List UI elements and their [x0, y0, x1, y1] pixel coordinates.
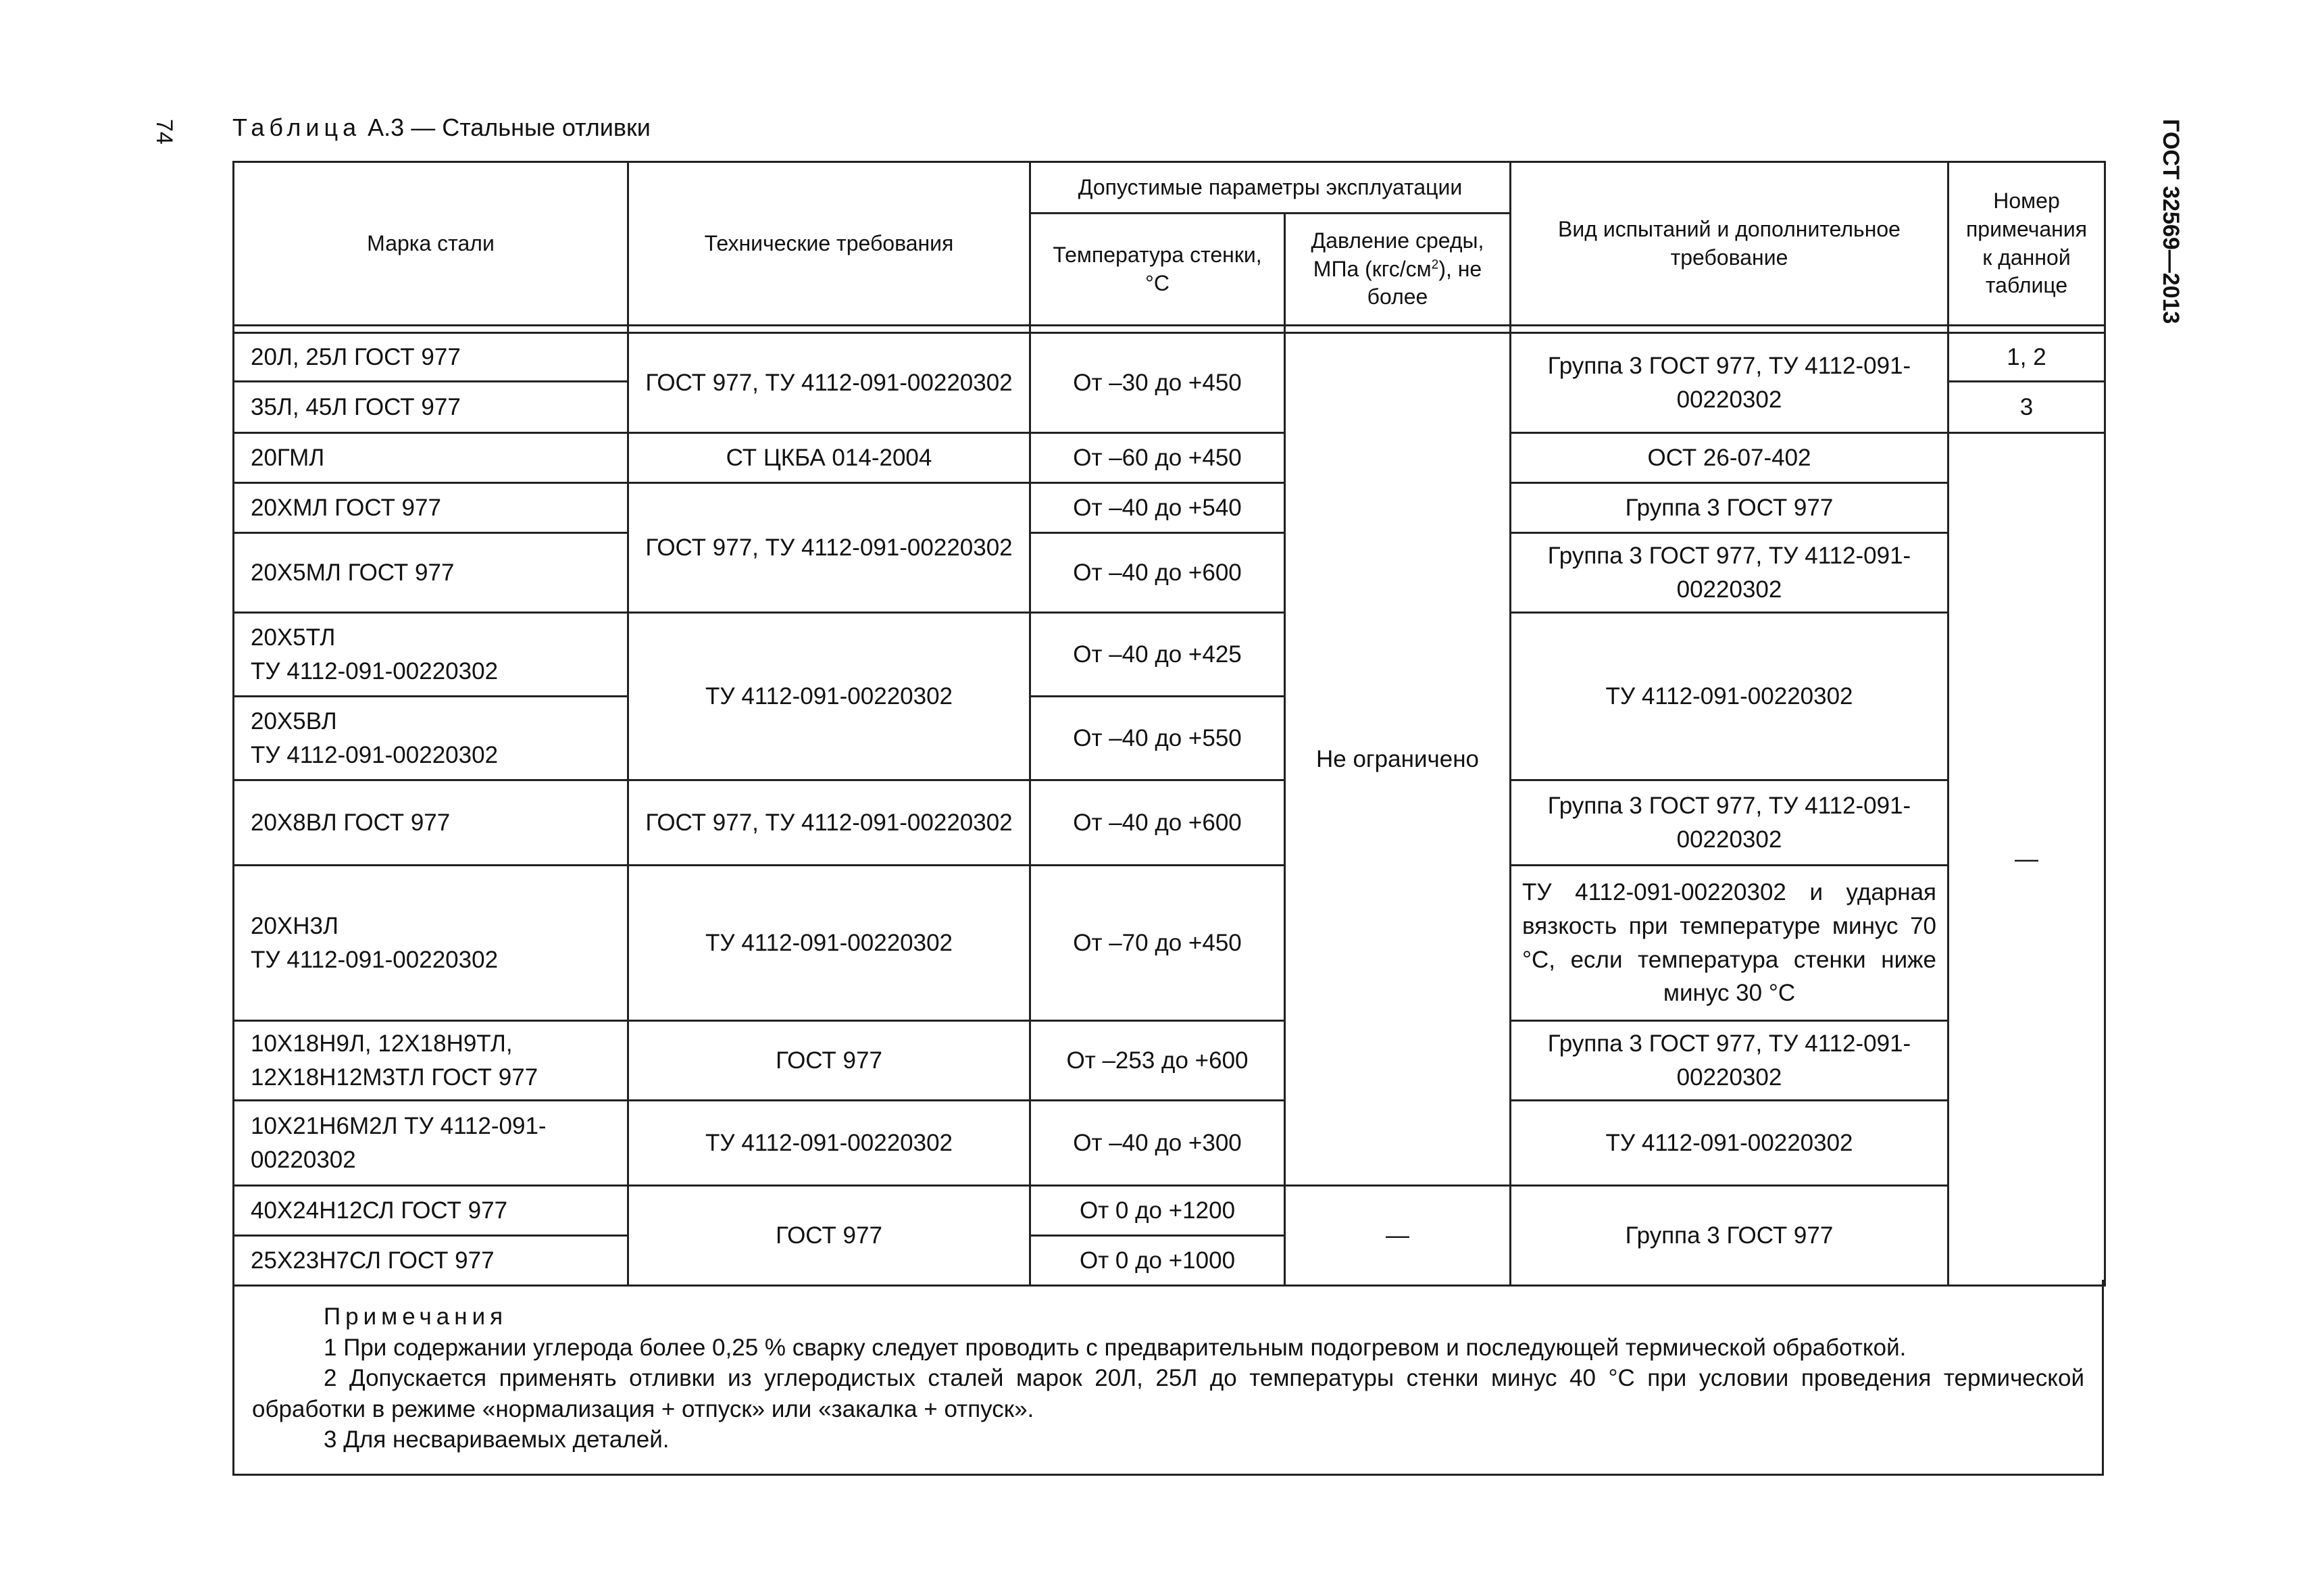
tech-cell: СТ ЦКБА 014-2004 [628, 433, 1030, 483]
temp-cell: От –40 до +550 [1030, 697, 1285, 780]
header-grade: Марка стали [234, 162, 628, 326]
temp-cell: От 0 до +1200 [1030, 1186, 1285, 1236]
test-cell: ОСТ 26-07-402 [1511, 433, 1948, 483]
header-tech-requirements: Технические требования [628, 162, 1030, 326]
grade-cell: 20ГМЛ [234, 433, 628, 483]
note-cell: 1, 2 [1948, 333, 2105, 382]
table-row [234, 533, 2105, 613]
temp-cell: От –40 до +425 [1030, 613, 1285, 697]
table-row [234, 333, 2105, 382]
test-cell: ТУ 4112-091-00220302 [1511, 1101, 1948, 1186]
test-cell: Группа 3 ГОСТ 977 [1511, 1186, 1948, 1286]
page-number: 74 [151, 119, 177, 145]
tech-cell: ГОСТ 977 [628, 1186, 1030, 1286]
tech-cell: ТУ 4112-091-00220302 [628, 866, 1030, 1021]
caption-rest: А.3 — Стальные отливки [361, 114, 651, 141]
running-title: ГОСТ 32569—2013 [2158, 119, 2184, 324]
table-row [234, 866, 2105, 1021]
test-cell: Группа 3 ГОСТ 977, ТУ 4112-091-00220302 [1511, 333, 1948, 433]
temp-cell: От –40 до +600 [1030, 533, 1285, 613]
header-wall-temperature: Температура стенки, °С [1030, 214, 1285, 326]
tech-cell: ГОСТ 977, ТУ 4112-091-00220302 [628, 483, 1030, 613]
table-row [234, 613, 2105, 697]
table-row [234, 780, 2105, 866]
grade-cell: 20Х5МЛ ГОСТ 977 [234, 533, 628, 613]
test-cell: Группа 3 ГОСТ 977, ТУ 4112-091-00220302 [1511, 1021, 1948, 1101]
table-row [234, 1101, 2105, 1186]
grade-cell: 20ХМЛ ГОСТ 977 [234, 483, 628, 533]
temp-cell: От –40 до +540 [1030, 483, 1285, 533]
temp-cell: От –60 до +450 [1030, 433, 1285, 483]
table-row [234, 1021, 2105, 1101]
temp-cell: От –70 до +450 [1030, 866, 1285, 1021]
grade-cell: 20Л, 25Л ГОСТ 977 [234, 333, 628, 382]
grade-cell: 25Х23Н7СЛ ГОСТ 977 [234, 1236, 628, 1286]
grade-cell: 10Х18Н9Л, 12Х18Н9ТЛ, 12Х18Н12М3ТЛ ГОСТ 977 [234, 1021, 628, 1101]
grade-cell: 20Х5ВЛ ТУ 4112-091-00220302 [234, 697, 628, 780]
test-cell: ТУ 4112-091-00220302 [1511, 613, 1948, 780]
test-cell: Группа 3 ГОСТ 977 [1511, 483, 1948, 533]
header-double-rule [234, 326, 2105, 333]
temp-cell: От –30 до +450 [1030, 333, 1285, 433]
temp-cell: От –253 до +600 [1030, 1021, 1285, 1101]
table-row [234, 483, 2105, 533]
pressure-cell: Не ограничено [1285, 333, 1511, 1186]
tech-cell: ГОСТ 977, ТУ 4112-091-00220302 [628, 333, 1030, 433]
tech-cell: ГОСТ 977 [628, 1021, 1030, 1101]
table-row [234, 433, 2105, 483]
header-note-number: Номер примечания к данной таблице [1948, 162, 2105, 326]
table-row [234, 1186, 2105, 1236]
note-cell: 3 [1948, 382, 2105, 433]
temp-cell: От –40 до +600 [1030, 780, 1285, 866]
test-cell: Группа 3 ГОСТ 977, ТУ 4112-091-00220302 [1511, 533, 1948, 613]
header-pressure: Давление среды, МПа $(кгс/см^2)$, не более [1285, 214, 1511, 326]
grade-cell: 20Х8ВЛ ГОСТ 977 [234, 780, 628, 866]
tech-cell: ГОСТ 977, ТУ 4112-091-00220302 [628, 780, 1030, 866]
steel-castings-table [232, 161, 2106, 1287]
temp-cell: От 0 до +1000 [1030, 1236, 1285, 1286]
grade-cell: 40Х24Н12СЛ ГОСТ 977 [234, 1186, 628, 1236]
note-3: 3 Для несвариваемых деталей. [324, 1426, 670, 1453]
grade-cell: 20ХН3Л ТУ 4112-091-00220302 [234, 866, 628, 1021]
tech-cell: ТУ 4112-091-00220302 [628, 1101, 1030, 1186]
header-operating-params: Допустимые параметры эксплуатации [1030, 162, 1511, 214]
grade-cell: 10Х21Н6М2Л ТУ 4112-091-00220302 [234, 1101, 628, 1186]
header-test-type: Вид испытаний и дополнительное требование [1511, 162, 1948, 326]
pressure-cell: — [1285, 1186, 1511, 1286]
table-caption [232, 114, 651, 142]
test-cell: Группа 3 ГОСТ 977, ТУ 4112-091-00220302 [1511, 780, 1948, 866]
test-cell: ТУ 4112-091-00220302 и ударная вязкость при температуре минус 70 °С, если температура стенки ниже минус 30 °С [1511, 866, 1948, 1021]
note-2: 2 Допускается применять отливки из углеродистых сталей марок 20Л, 25Л до температуры стенки минус 40 °С при условии проведения термической обработки в режиме «нормализация + отпуск» или «закалка + отпуск». [252, 1365, 2084, 1422]
temp-cell: От –40 до +300 [1030, 1101, 1285, 1186]
grade-cell: 35Л, 45Л ГОСТ 977 [234, 382, 628, 433]
caption-prefix: Таблица [232, 114, 361, 141]
note-cell: — [1948, 433, 2105, 1286]
table-notes [232, 1280, 2104, 1476]
tech-cell: ТУ 4112-091-00220302 [628, 613, 1030, 780]
note-1: 1 При содержании углерода более 0,25 % сварку следует проводить с предварительным подогревом и последующей термической обработкой. [324, 1334, 1907, 1361]
grade-cell: 20Х5ТЛ ТУ 4112-091-00220302 [234, 613, 628, 697]
notes-title: Примечания [324, 1303, 508, 1330]
